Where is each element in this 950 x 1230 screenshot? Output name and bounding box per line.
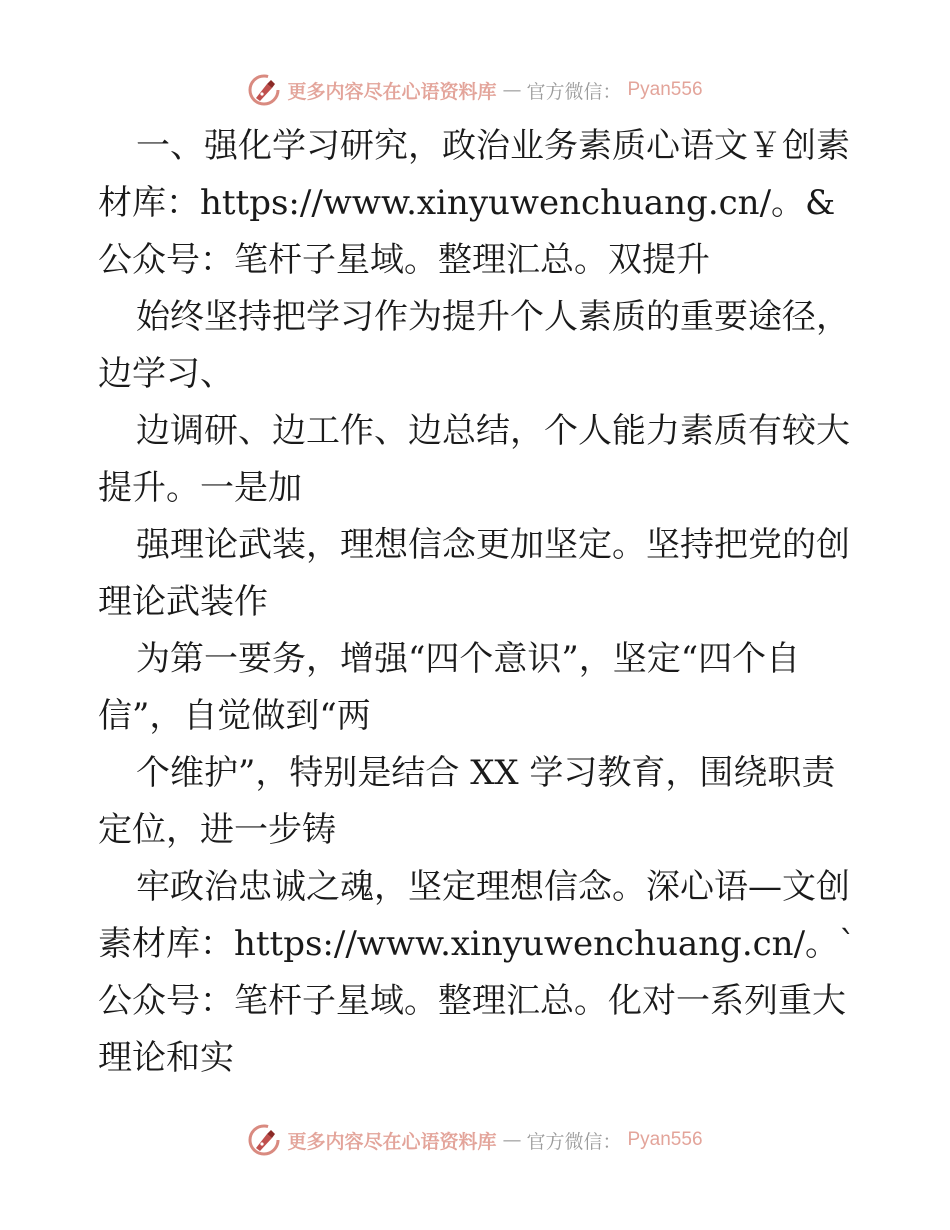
pen-nib-logo-icon bbox=[247, 1123, 281, 1157]
banner-official-label: 官方微信： bbox=[526, 80, 622, 103]
paragraph: 边调研、边工作、边总结，个人能力素质有较大提升。一是加 bbox=[98, 411, 850, 508]
paragraph: 强理论武装，理想信念更加坚定。坚持把党的创理论武装作 bbox=[98, 525, 850, 622]
banner-text: 更多内容尽在心语资料库 bbox=[287, 80, 497, 103]
document-body bbox=[98, 118, 858, 1087]
paragraph: 个维护”，特别是结合 XX 学习教育，围绕职责定位，进一步铸 bbox=[98, 753, 836, 850]
banner-wechat-handle: Pyan556 bbox=[627, 79, 703, 100]
banner-dash: — bbox=[502, 79, 521, 101]
banner-dash: — bbox=[502, 1129, 521, 1151]
footer-banner-inner bbox=[247, 1123, 702, 1157]
pen-nib-logo-icon bbox=[247, 73, 281, 107]
paragraph: 为第一要务，增强“四个意识”，坚定“四个自信”，自觉做到“两 bbox=[98, 639, 801, 736]
paragraph: 始终坚持把学习作为提升个人素质的重要途径，边学习、 bbox=[98, 297, 850, 394]
header-banner bbox=[0, 70, 950, 110]
banner-official-label: 官方微信： bbox=[526, 1130, 622, 1153]
paragraph: 一、强化学习研究，政治业务素质心语文￥创素材库：https://www.xinyuwenchuang.cn/。&公众号：笔杆子星域。整理汇总。双提升 bbox=[98, 126, 850, 280]
banner-wechat-handle: Pyan556 bbox=[627, 1129, 703, 1150]
banner-text: 更多内容尽在心语资料库 bbox=[287, 1130, 497, 1153]
paragraph: 牢政治忠诚之魂，坚定理想信念。深心语—文创素材库：https://www.xinyuwenchuang.cn/。`公众号：笔杆子星域。整理汇总。化对一系列重大理论和实 bbox=[98, 867, 857, 1078]
header-banner-inner bbox=[247, 73, 702, 107]
footer-banner bbox=[0, 1120, 950, 1160]
